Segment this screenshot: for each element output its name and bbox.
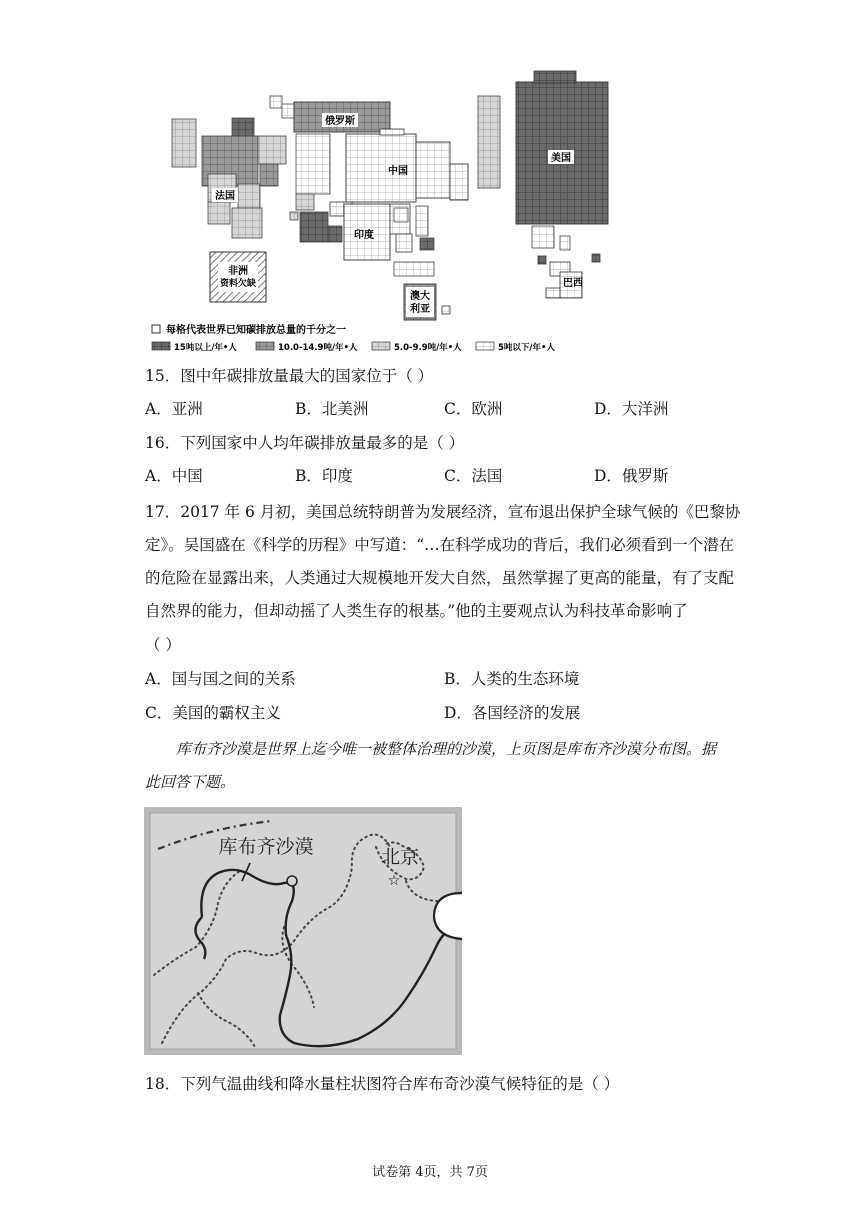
q17-option-c[interactable]: C．美国的霸权主义 — [145, 704, 281, 722]
legend-item-4: 5吨以下/年•人 — [498, 343, 555, 353]
intro-line-1: 库布齐沙漠是世界上迄今唯一被整体治理的沙漠，上页图是库布齐沙漠分布图。据 — [176, 740, 717, 758]
q17-line-3: 的危险在显露出来，人类通过大规模地开发大自然，虽然掌握了更高的能量，有了支配 — [145, 569, 735, 587]
q17-line-4: 自然界的能力，但却动摇了人类生存的根基。”他的主要观点认为科技革命影响了 — [145, 602, 688, 620]
q16-option-d[interactable]: D．俄罗斯 — [594, 467, 669, 485]
q18-stem: 18．下列气温曲线和降水量柱状图符合库布奇沙漠气候特征的是（ ） — [145, 1075, 620, 1093]
label-beijing: 北京 — [380, 846, 420, 868]
q17-line-5: （ ） — [145, 636, 181, 654]
q16-stem: 16．下列国家中人均年碳排放量最多的是（ ） — [145, 434, 465, 452]
legend-item-1: 15吨以上/年•人 — [174, 343, 237, 353]
label-russia: 俄罗斯 — [325, 116, 355, 127]
q15-option-d[interactable]: D．大洋洲 — [594, 400, 669, 418]
label-china: 中国 — [388, 166, 408, 177]
label-kubuqi-desert: 库布齐沙漠 — [218, 836, 314, 858]
q17-option-d[interactable]: D．各国经济的发展 — [444, 704, 581, 722]
q15-option-a[interactable]: A．亚洲 — [145, 400, 203, 418]
legend-items — [152, 342, 555, 353]
label-brazil: 巴西 — [563, 278, 583, 289]
q16-option-c[interactable]: C．法国 — [444, 467, 503, 485]
label-australia-1: 澳大 — [410, 291, 430, 302]
intro-line-2: 此回答下题。 — [145, 773, 236, 791]
q15-option-c[interactable]: C．欧洲 — [444, 400, 503, 418]
q15-stem: 15．图中年碳排放量最大的国家位于（ ） — [145, 367, 434, 385]
page-footer: 试卷第 4页，共 7页 — [372, 1165, 488, 1180]
label-africa-2: 资料欠缺 — [219, 279, 257, 289]
q17-option-a[interactable]: A．国与国之间的关系 — [145, 670, 296, 688]
legend-item-2: 10.0-14.9吨/年•人 — [278, 343, 358, 353]
q15-option-b[interactable]: B．北美洲 — [295, 400, 369, 418]
q17-option-b[interactable]: B．人类的生态环境 — [444, 670, 580, 688]
label-france: 法国 — [215, 191, 235, 202]
kubuqi-desert-map — [144, 807, 462, 1055]
label-usa: 美国 — [551, 153, 571, 164]
label-australia-2: 利亚 — [410, 304, 430, 315]
europe-blocks — [172, 96, 294, 238]
carbon-emission-map — [140, 66, 620, 358]
q17-line-1: 17．2017 年 6 月初，美国总统特朗普为发展经济，宣布退出保护全球气候的《巴黎协 — [145, 503, 741, 521]
q16-option-a[interactable]: A．中国 — [145, 467, 203, 485]
beijing-star-icon: ☆ — [387, 873, 401, 889]
q16-option-b[interactable]: B．印度 — [295, 467, 353, 485]
legend-item-3: 5.0-9.9吨/年•人 — [394, 343, 462, 353]
label-india: 印度 — [354, 230, 374, 241]
label-africa-1: 非洲 — [228, 266, 248, 277]
q17-line-2: 定》。吴国盛在《科学的历程》中写道：“…在科学成功的背后，我们必须看到一个潜在 — [145, 536, 735, 554]
legend-title: 每格代表世界已知碳排放总量的千分之一 — [166, 325, 346, 336]
